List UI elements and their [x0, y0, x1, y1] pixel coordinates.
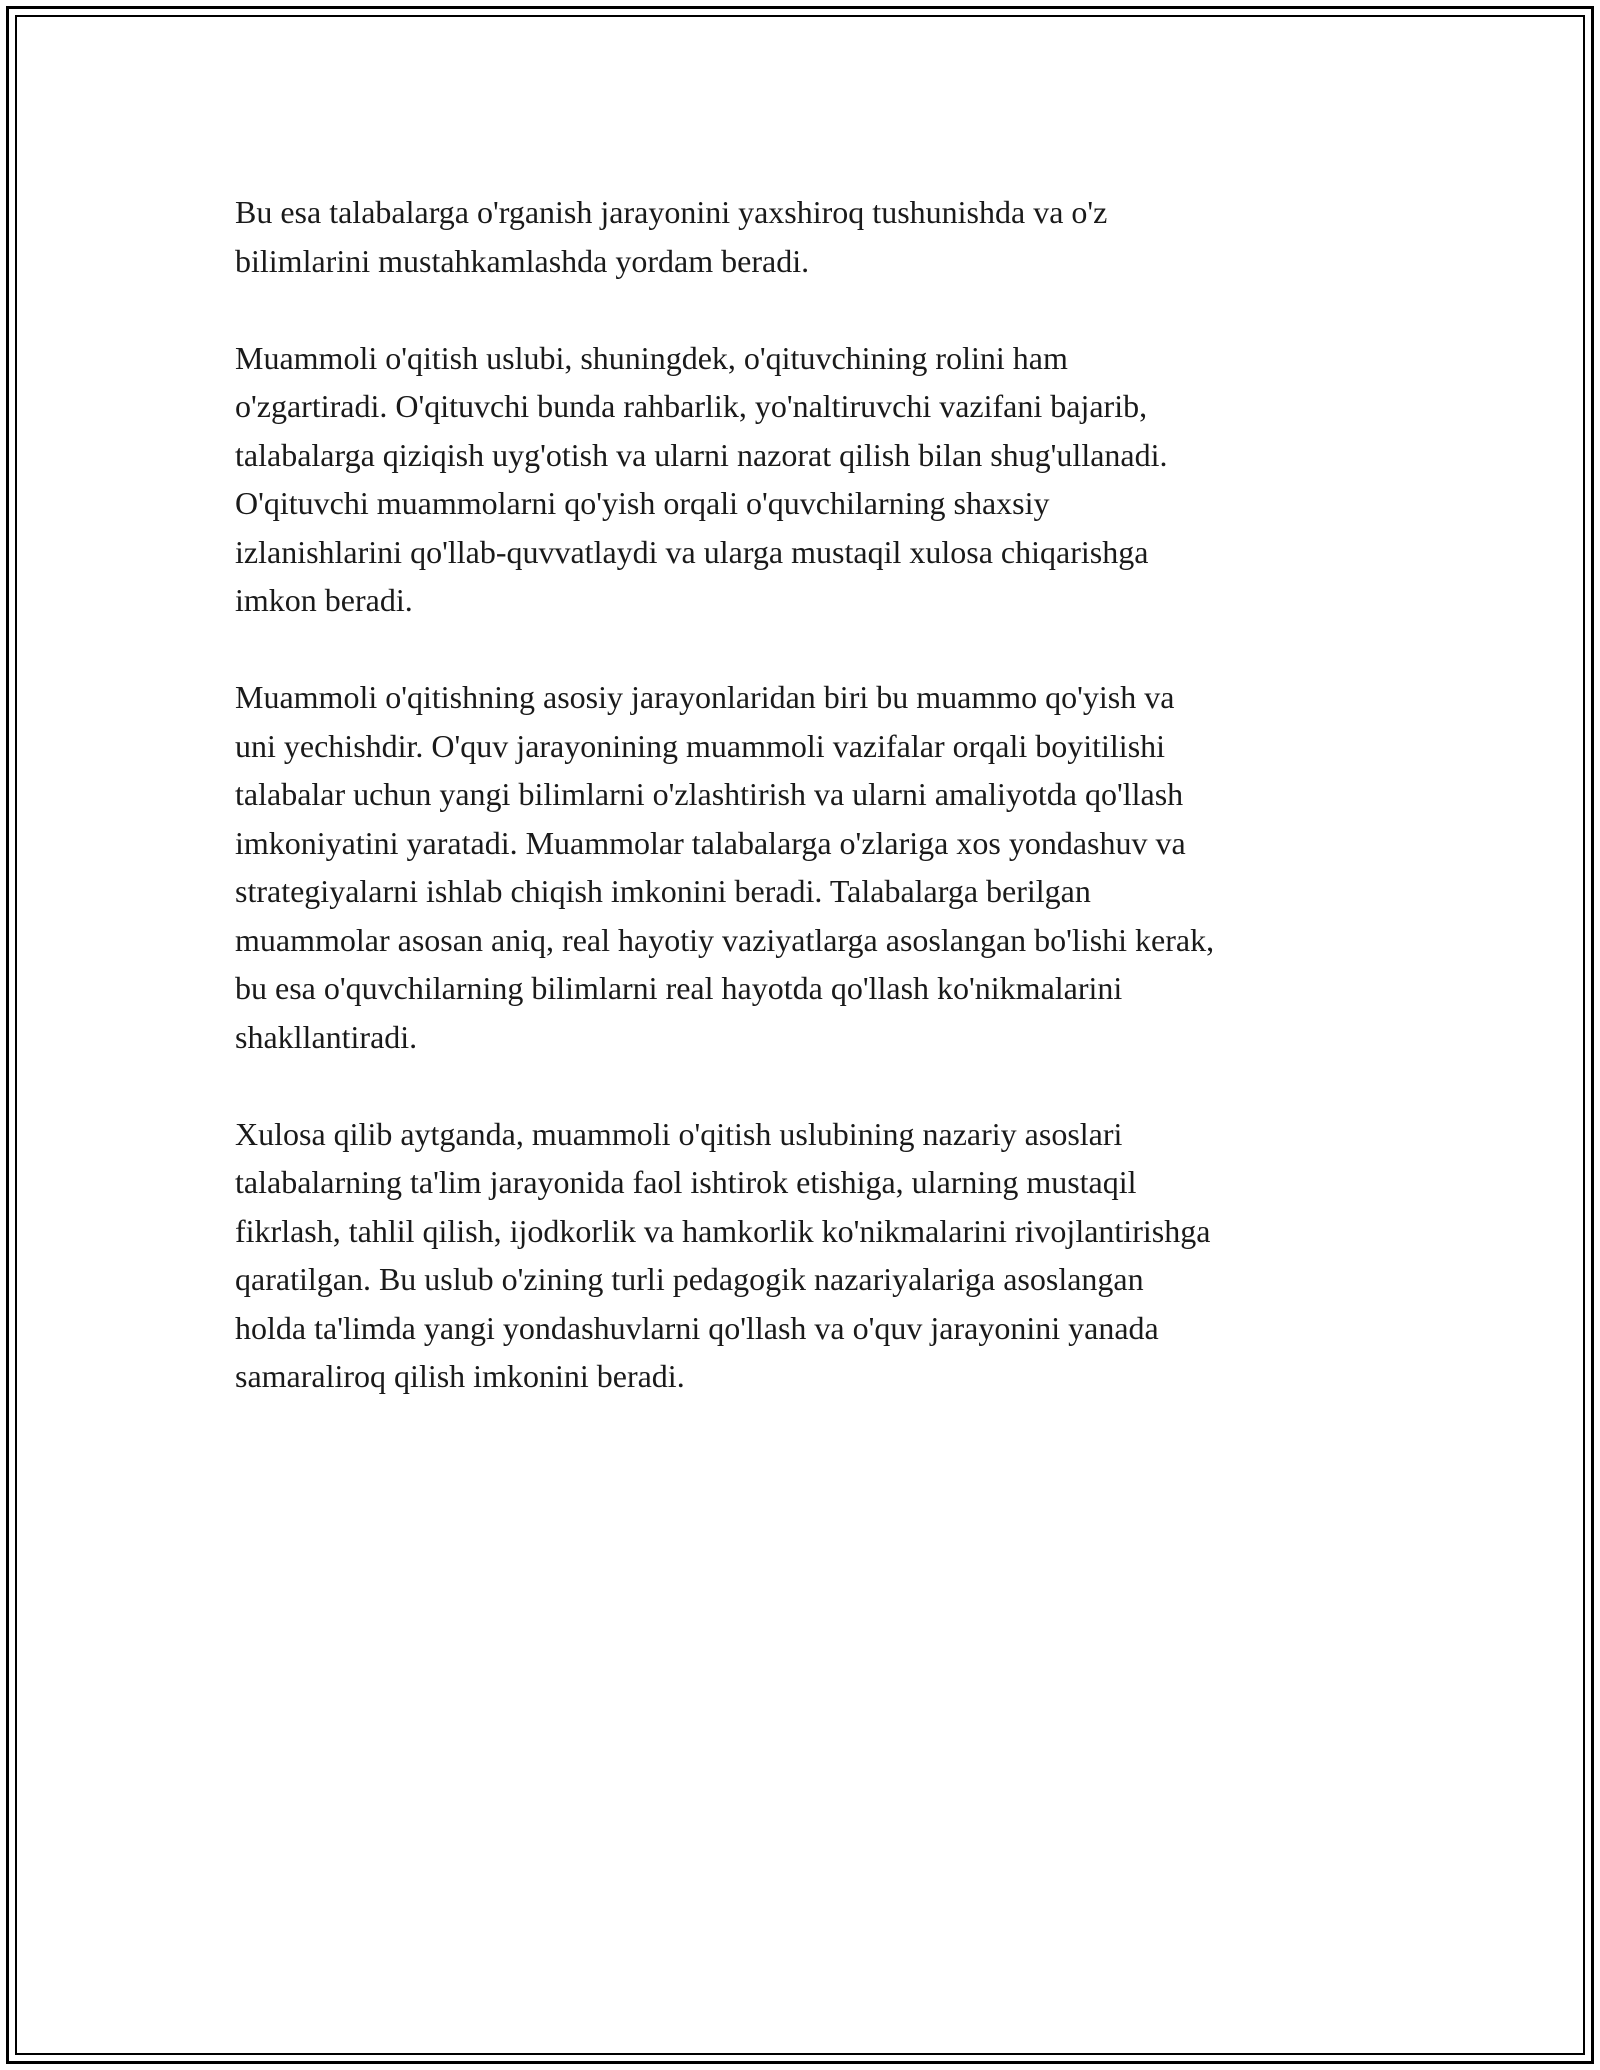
document-body — [235, 188, 1385, 1449]
text-line: Muammoli o'qitishning asosiy jarayonlaridan biri bu muammo qo'yish va — [235, 679, 1175, 715]
text-line: Muammoli o'qitish uslubi, shuningdek, o'qituvchining rolini ham — [235, 339, 1068, 376]
text-line: talabalarga qiziqish uyg'otish va ularni nazorat qilish bilan shug'ullanadi. — [235, 436, 1168, 473]
paragraph-1 — [235, 188, 1385, 285]
text-line: qaratilgan. Bu uslub o'zining turli pedagogik nazariyalariga asoslangan — [235, 1261, 1144, 1297]
text-line: o'zgartiradi. O'qituvchi bunda rahbarlik, yo'naltiruvchi vazifani bajarib, — [235, 388, 1148, 424]
text-line: bu esa o'quvchilarning bilimlarni real hayotda qo'llash ko'nikmalarini — [235, 970, 1123, 1006]
text-line: Xulosa qilib aytganda, muammoli o'qitish uslubining nazariy asoslari — [235, 1115, 1123, 1152]
text-line: talabalarning ta'lim jarayonida faol ishtirok etishiga, ularning mustaqil — [235, 1164, 1137, 1200]
text-line: muammolar asosan aniq, real hayotiy vaziyatlarga asoslangan bo'lishi kerak, — [235, 921, 1215, 958]
text-line: holda ta'limda yangi yondashuvlarni qo'llash va o'quv jarayonini yanada — [235, 1309, 1159, 1346]
text-line: imkoniyatini yaratadi. Muammolar talabalarga o'zlariga xos yondashuv va — [235, 824, 1186, 861]
text-line: talabalar uchun yangi bilimlarni o'zlashtirish va ularni amaliyotda qo'llash — [235, 776, 1184, 812]
text-line: izlanishlarini qo'llab-quvvatlaydi va ularga mustaqil xulosa chiqarishga — [235, 533, 1149, 570]
text-line: strategiyalarni ishlab chiqish imkonini beradi. Talabalarga berilgan — [235, 873, 1091, 909]
text-line: shakllantiradi. — [235, 1018, 418, 1055]
text-line: bilimlarini mustahkamlashda yordam beradi. — [235, 242, 810, 279]
paragraph-4 — [235, 1110, 1385, 1401]
text-line: samaraliroq qilish imkonini beradi. — [235, 1358, 685, 1394]
text-line: fikrlash, tahlil qilish, ijodkorlik va hamkorlik ko'nikmalarini rivojlantirishga — [235, 1212, 1211, 1249]
paragraph-3 — [235, 673, 1385, 1061]
paragraph-2 — [235, 334, 1385, 625]
text-line: Bu esa talabalarga o'rganish jarayonini yaxshiroq tushunishda va o'z — [235, 194, 1108, 230]
text-line: uni yechishdir. O'quv jarayonining muammoli vazifalar orqali boyitilishi — [235, 727, 1166, 764]
text-line: imkon beradi. — [235, 582, 413, 618]
text-line: O'qituvchi muammolarni qo'yish orqali o'quvchilarning shaxsiy — [235, 485, 1050, 521]
